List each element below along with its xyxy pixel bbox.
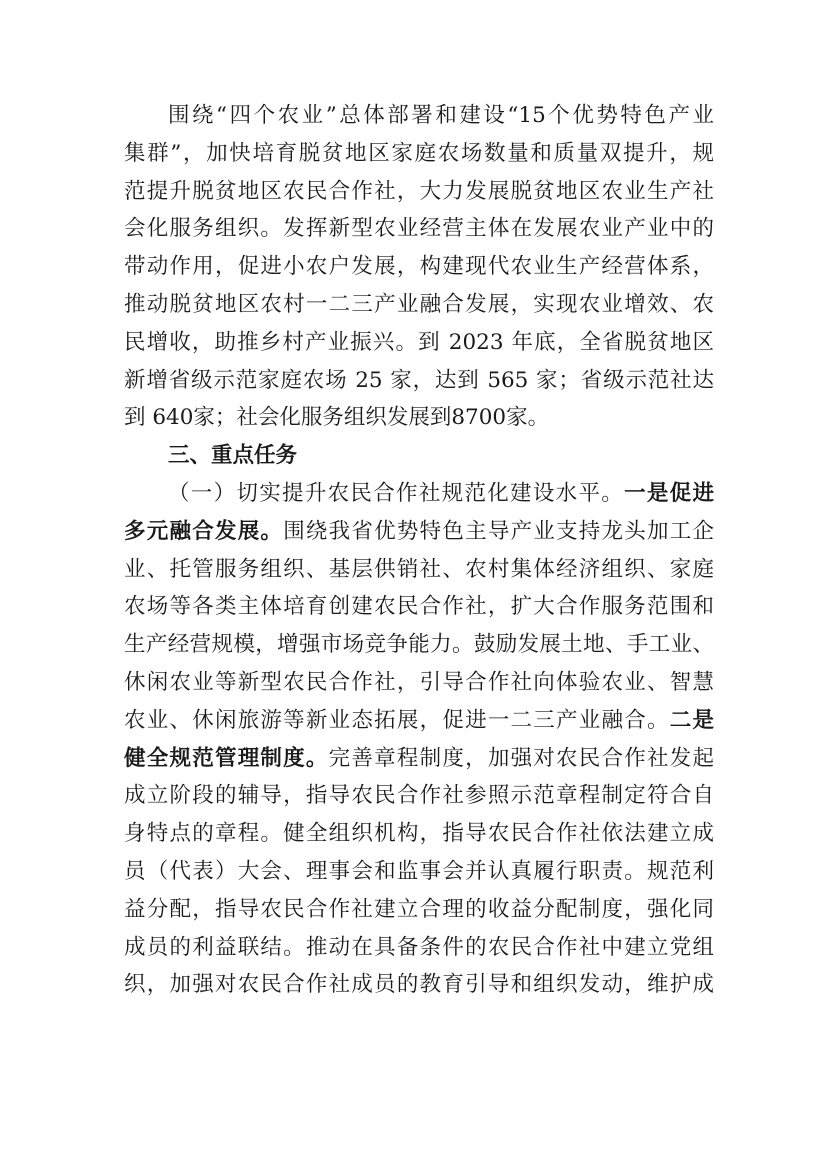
paragraph-line: 集群”，加快培育脱贫地区家庭农场数量和质量双提升，规 (124, 140, 714, 166)
paragraph-line: 休闲农业等新型农民合作社，引导合作社向体验农业、智慧 (124, 669, 714, 695)
paragraph-line: 农场等各类主体培育创建农民合作社，扩大合作服务范围和 (124, 594, 714, 620)
paragraph-line: 员（代表）大会、理事会和监事会并认真履行职责。规范利 (124, 858, 714, 884)
paragraph-line: 范提升脱贫地区农民合作社，大力发展脱贫地区农业生产社 (124, 178, 714, 204)
paragraph-line: 民增收，助推乡村产业振兴。到 2023 年底，全省脱贫地区 (124, 329, 714, 355)
bold-lead: 健全规范管理制度。 (124, 745, 329, 771)
paragraph-line: 益分配，指导农民合作社建立合理的收益分配制度，强化同 (124, 896, 714, 922)
paragraph-line: 业、托管服务组织、基层供销社、农村集体经济组织、家庭 (124, 556, 714, 582)
line-text: 农业、休闲旅游等新业态拓展，促进一二三产业融合。 (124, 707, 670, 733)
paragraph-line (124, 475, 714, 513)
paragraph-line: 新增省级示范家庭农场 25 家，达到 565 家；省级示范社达 (124, 367, 714, 393)
bold-lead: 多元融合发展。 (124, 518, 284, 544)
paragraph-line (124, 702, 714, 740)
paragraph-line: 围绕“四个农业”总体部署和建设“15个优势特色产业 (168, 103, 714, 128)
line-text: 完善章程制度，加强对农民合作社发起 (328, 745, 714, 771)
paragraph-line (124, 513, 714, 551)
paragraph-line: 会化服务组织。发挥新型农业经营主体在发展农业产业中的 (124, 216, 714, 242)
bold-lead: 二是 (669, 707, 714, 733)
section-heading: 三、重点任务 (168, 443, 298, 469)
paragraph-line: 身特点的章程。健全组织机构，指导农民合作社依法建立成 (124, 821, 714, 847)
paragraph-line (124, 740, 714, 778)
paragraph-line: 到 640家；社会化服务组织发展到8700家。 (124, 405, 550, 431)
bold-lead: 一是促进 (624, 480, 714, 506)
paragraph-line: 成员的利益联结。推动在具备条件的农民合作社中建立党组 (124, 934, 714, 960)
paragraph-line: 带动作用，促进小农户发展，构建现代农业生产经营体系， (124, 254, 714, 280)
subsection-title: （一）切实提升农民合作社规范化建设水平。 (168, 480, 625, 506)
paragraph-line: 生产经营规模，增强市场竞争能力。鼓励发展土地、手工业、 (124, 632, 714, 658)
paragraph-line: 织，加强对农民合作社成员的教育引导和组织发动，维护成 (124, 972, 714, 998)
paragraph-line: 推动脱贫地区农村一二三产业融合发展，实现农业增效、农 (124, 291, 714, 317)
document-body (124, 97, 714, 1004)
line-text: 围绕我省优势特色主导产业支持龙头加工企 (283, 518, 714, 544)
paragraph-line: 成立阶段的辅导，指导农民合作社参照示范章程制定符合自 (124, 783, 714, 809)
